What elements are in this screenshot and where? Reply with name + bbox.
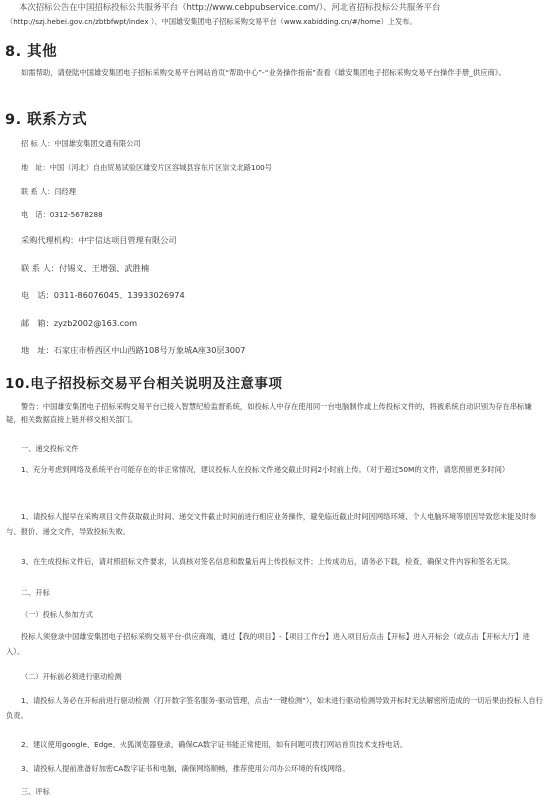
section-10-heading: 10.电子招投标交易平台相关说明及注意事项 (5, 376, 283, 392)
contact-agency-persons: 联 系 人：付锡义、王增强、武胜楠 (21, 263, 150, 273)
subheading-bid-opening: 二、开标 (21, 588, 50, 597)
driver-check-note-3: 3、请投标人提前准备好加密CA数字证书和电脑，确保网络顺畅，推荐使用公司办公环境的有线网络。 (21, 764, 350, 773)
contact-tenderer-address: 地 址：中国（河北）自由贸易试验区雄安片区容城县容东片区崇文北路100号 (21, 163, 272, 172)
contact-tenderer: 招 标 人：中国雄安集团交通有限公司 (21, 139, 141, 148)
section-9-heading: 9. 联系方式 (5, 112, 88, 128)
subheading-participation: （一）投标人参加方式 (21, 610, 93, 619)
submit-bid-note-1: 1、充分考虑到网络及系统平台可能存在的非正常情况，建议投标人在投标文件递交截止时间2小时前上传。（对于超过50M的文件，请您预留更多时间） (21, 465, 510, 474)
subheading-evaluation: 三、评标 (21, 787, 50, 796)
intro-line-2: （http://szj.hebei.gov.cn/zbtbfwpt/index ）、中国雄安集团电子招标采购交易平台（www.xabidding.cn/#/home）上发布。 (6, 17, 417, 26)
contact-agency-email: 邮 箱：zyzb2002@163.com (21, 318, 138, 328)
submit-bid-note-3: 3、在生成投标文件后，请对照招标文件要求，认真核对签名信息和数量后再上传投标文件；上传成功后，请务必下载，检查，确保文件内容和签名无误。 (21, 557, 515, 566)
contact-tenderer-person: 联 系 人：闫经理 (21, 187, 76, 196)
intro-line-1: 本次招标公告在中国招标投标公共服务平台（http://www.cebpubservice.com/）、河北省招标投标公共服务平台 (19, 2, 441, 12)
subheading-submit-bid: 一、递交投标文件 (21, 444, 79, 453)
driver-check-note-1: 1、请投标人务必在开标前进行驱动检测（打开数字签名服务-驱动管理，点击“一键检测”），如未进行驱动检测导致开标时无法解密所造成的一切后果由投标人自行负责。 (6, 696, 543, 720)
subheading-driver-check: （二）开标前必须进行驱动检测 (21, 672, 122, 681)
submit-bid-note-2: 1、请投标人提早在采购项目文件获取截止时间、递交文件截止时间前进行相应业务操作，避免临近截止时间因网络环境、个人电脑环境等原因导致您未能及时参与、报价、递交文件，导致投标失败。 (6, 512, 537, 536)
platform-warning: 警告：中国雄安集团电子招标采购交易平台已接入智慧纪检监督系统，如投标人中存在使用同一台电脑制作或上传投标文件的，将被系统自动识别为存在串标嫌疑，相关数据直接上链并移交相关部门。 (6, 402, 532, 424)
contact-tenderer-phone: 电 话：0312-5678288 (21, 210, 103, 219)
driver-check-note-2: 2、建议使用google、Edge、火狐浏览器登录，确保CA数字证书能正常使用，如有问题可拨打网站首页技术支持电话。 (21, 740, 408, 749)
contact-agency: 采购代理机构：中宇信达项目管理有限公司 (21, 235, 177, 245)
contact-agency-phone: 电 话：0311-86076045、13933026974 (21, 290, 185, 300)
section-8-heading: 8. 其他 (5, 44, 58, 60)
contact-agency-address: 地 址：石家庄市桥西区中山西路108号万象城A座30层3007 (21, 345, 246, 355)
participation-note: 投标人须登录中国雄安集团电子招标采购交易平台-供应商端，通过【我的项目】-【项目工作台】进入项目后点击【开标】进入开标会（或点击【开标大厅】进入）。 (6, 632, 530, 656)
section-8-body: 如需帮助，请登陆中国雄安集团电子招标采购交易平台网站首页“帮助中心”-“业务操作指南”查看《雄安集团电子招标采购交易平台操作手册_供应商》。 (21, 68, 506, 77)
